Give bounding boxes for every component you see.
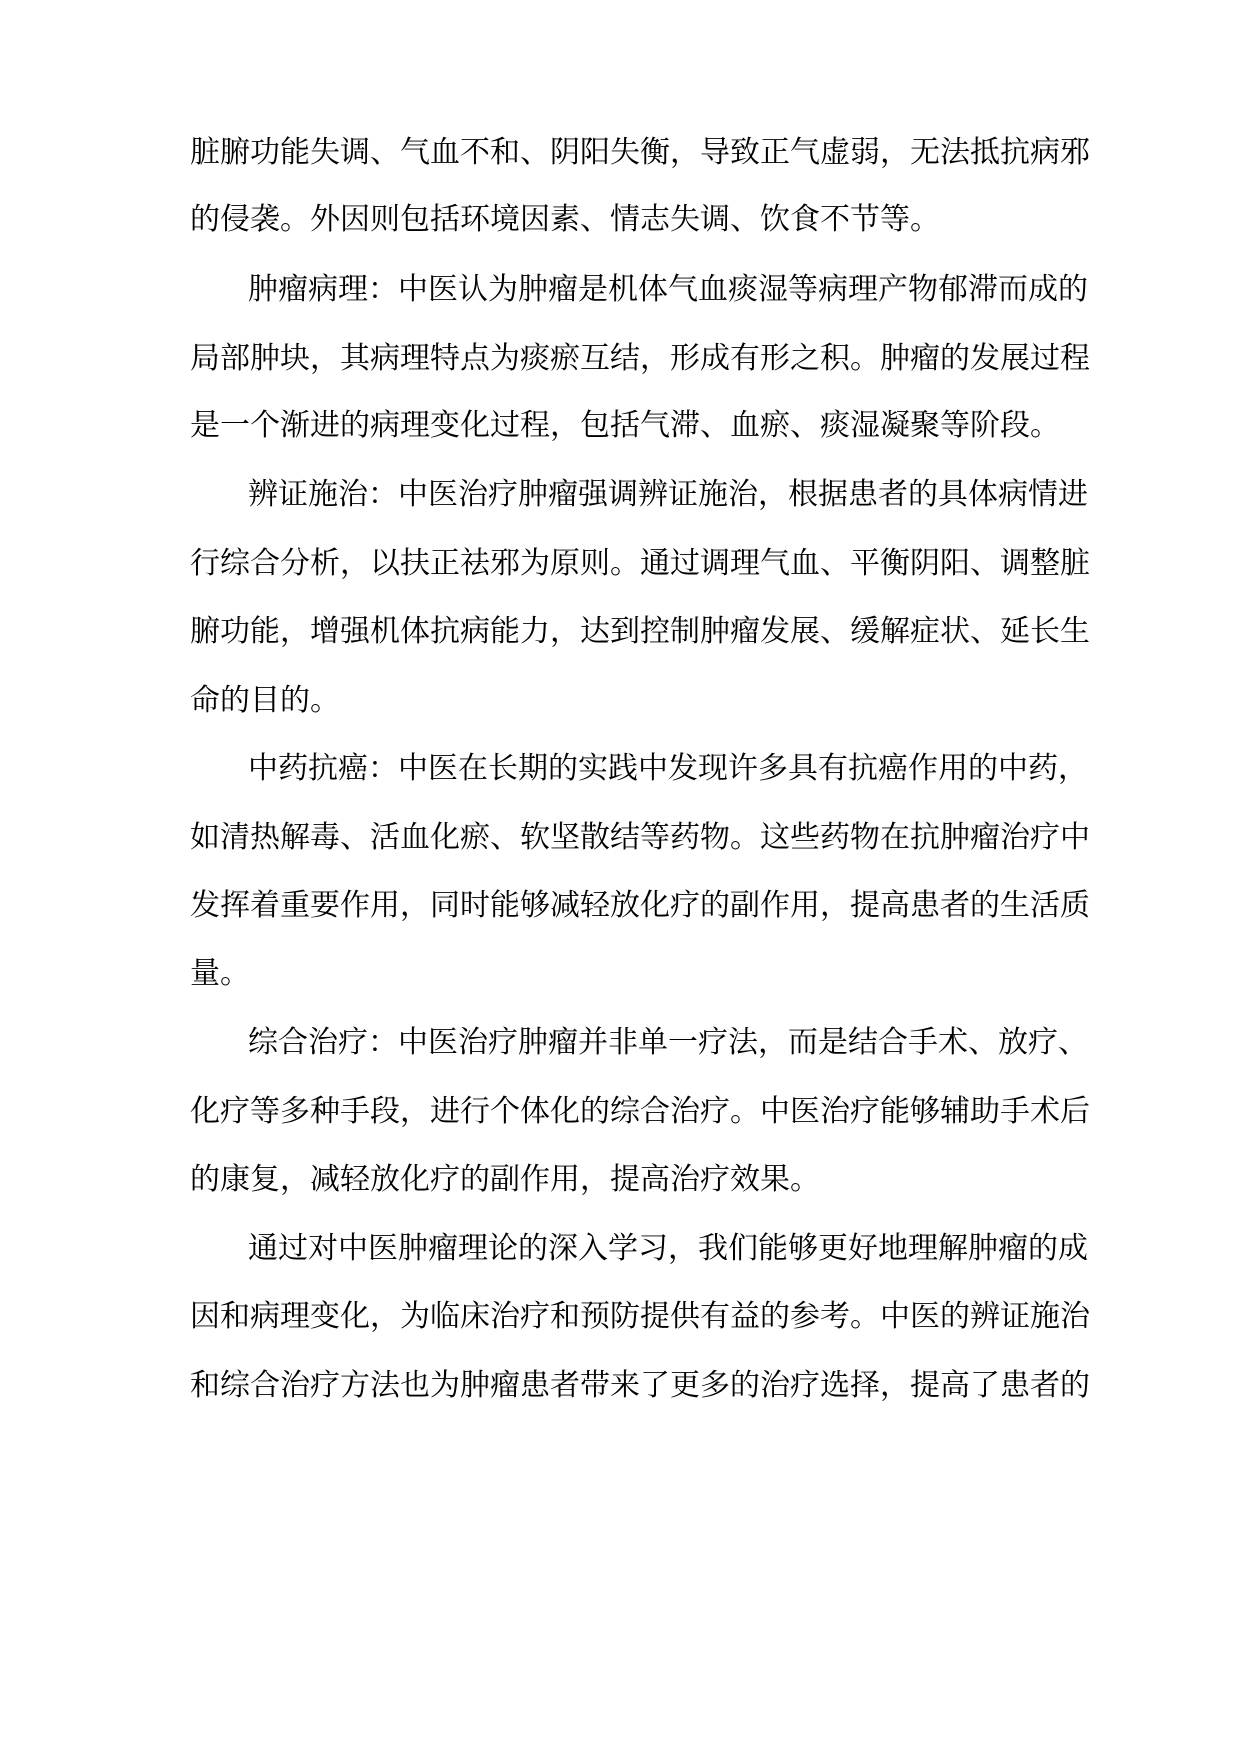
text-line: 局部肿块，其病理特点为痰瘀互结，形成有形之积。肿瘤的发展过程 bbox=[190, 341, 1090, 376]
text-line: 肿瘤病理：中医认为肿瘤是机体气血痰湿等病理产物郁滞而成的 bbox=[248, 272, 1088, 307]
text-line: 综合治疗：中医治疗肿瘤并非单一疗法，而是结合手术、放疗、 bbox=[248, 1025, 1088, 1060]
text-line: 通过对中医肿瘤理论的深入学习，我们能够更好地理解肿瘤的成 bbox=[248, 1231, 1088, 1266]
text-line: 是一个渐进的病理变化过程，包括气滞、血瘀、痰湿凝聚等阶段。 bbox=[190, 408, 1060, 443]
text-line: 如清热解毒、活血化瘀、软坚散结等药物。这些药物在抗肿瘤治疗中 bbox=[190, 820, 1090, 855]
text-line: 和综合治疗方法也为肿瘤患者带来了更多的治疗选择，提高了患者的 bbox=[190, 1368, 1090, 1403]
text-line: 行综合分析，以扶正祛邪为原则。通过调理气血、平衡阴阳、调整脏 bbox=[190, 546, 1090, 581]
text-line: 发挥着重要作用，同时能够减轻放化疗的副作用，提高患者的生活质 bbox=[190, 888, 1090, 923]
text-line: 腑功能，增强机体抗病能力，达到控制肿瘤发展、缓解症状、延长生 bbox=[190, 614, 1090, 649]
text-line: 化疗等多种手段，进行个体化的综合治疗。中医治疗能够辅助手术后 bbox=[190, 1094, 1090, 1129]
text-line: 中药抗癌：中医在长期的实践中发现许多具有抗癌作用的中药， bbox=[248, 751, 1088, 786]
text-line: 辨证施治：中医治疗肿瘤强调辨证施治，根据患者的具体病情进 bbox=[248, 477, 1088, 512]
text-line: 脏腑功能失调、气血不和、阴阳失衡，导致正气虚弱，无法抵抗病邪 bbox=[190, 135, 1090, 170]
text-line: 量。 bbox=[190, 956, 250, 991]
text-line: 的侵袭。外因则包括环境因素、情志失调、饮食不节等。 bbox=[190, 202, 940, 237]
text-line: 命的目的。 bbox=[190, 683, 340, 718]
text-line: 因和病理变化，为临床治疗和预防提供有益的参考。中医的辨证施治 bbox=[190, 1299, 1090, 1334]
text-line: 的康复，减轻放化疗的副作用，提高治疗效果。 bbox=[190, 1162, 820, 1197]
